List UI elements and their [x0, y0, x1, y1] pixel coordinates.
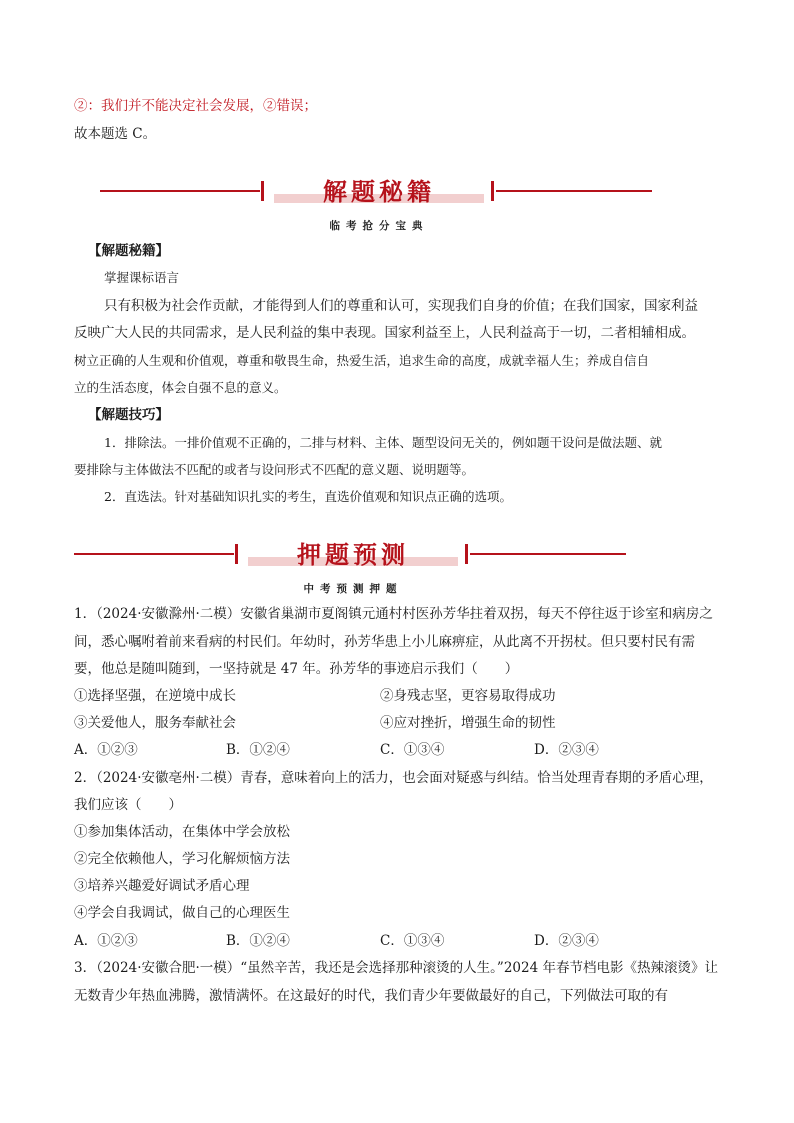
q3-line-1: 3．（2024·安徽合肥·一模）“虽然辛苦，我还是会选择那种滚烫的人生。”2024 年春节档电影《热辣滚烫》让 — [74, 960, 718, 976]
secrets-heading: 【解题秘籍】 — [88, 243, 169, 259]
q2-line-1: 2．（2024·安徽亳州·二模）青春，意味着向上的活力，也会面对疑惑与纠结。恰当处理青春期的矛盾心理， — [74, 770, 713, 786]
q1-line-3: 要，他总是随叫随到，一坚持就是 47 年。孙芳华的事迹启示我们（ ） — [74, 661, 519, 677]
tips-heading: 【解题技巧】 — [88, 407, 169, 423]
tip-2: 2．直选法。针对基础知识扎实的考生，直选价值观和知识点正确的选项。 — [104, 489, 512, 504]
q1-choice-d[interactable]: D．②③④ — [534, 742, 599, 758]
secrets-para-line-4: 立的生活态度，体会自强不息的意义。 — [74, 380, 287, 395]
intro-line-2: 故本题选 C。 — [74, 126, 157, 142]
predict-banner — [74, 535, 626, 575]
q1-option-4: ④应对挫折，增强生命的韧性 — [380, 715, 556, 731]
q1-line-1: 1．（2024·安徽滁州·二模）安徽省巢湖市夏阁镇元通村村医孙芳华拄着双拐，每天不停往返于诊室和病房之 — [74, 606, 713, 622]
q2-option-4: ④学会自我调试，做自己的心理医生 — [74, 905, 290, 921]
banner-tick-left — [261, 181, 264, 201]
q1-option-2: ②身残志坚，更容易取得成功 — [380, 688, 556, 704]
q1-option-3: ③关爱他人，服务奉献社会 — [74, 715, 236, 731]
q2-choice-b[interactable]: B．①②④ — [226, 933, 290, 949]
q3-line-2: 无数青少年热血沸腾，激情满怀。在这最好的时代，我们青少年要做最好的自己，下列做法可取的有 — [74, 988, 668, 1004]
q1-choice-b[interactable]: B．①②④ — [226, 742, 290, 758]
secrets-para-line-1: 只有积极为社会作贡献，才能得到人们的尊重和认可，实现我们自身的价值；在我们国家，国家利益 — [104, 298, 698, 314]
tip-1-line-2: 要排除与主体做法不匹配的或者与设问形式不匹配的意义题、说明题等。 — [74, 462, 475, 477]
q2-line-2: 我们应该（ ） — [74, 797, 182, 813]
banner-rule-left — [74, 553, 234, 555]
q2-option-2: ②完全依赖他人，学习化解烦恼方法 — [74, 851, 290, 867]
q2-choice-d[interactable]: D．②③④ — [534, 933, 599, 949]
banner-tick-left — [235, 544, 238, 564]
tip-1-line-1: 1．排除法。一排价值观不正确的，二排与材料、主体、题型设问无关的，例如题干设问是做法题、就 — [104, 435, 662, 450]
q1-choice-a[interactable]: A．①②③ — [74, 742, 138, 758]
banner-tick-right — [465, 544, 468, 564]
banner-rule-right — [470, 553, 626, 555]
q1-choice-c[interactable]: C．①③④ — [380, 742, 445, 758]
q2-choice-a[interactable]: A．①②③ — [74, 933, 138, 949]
secrets-banner — [100, 172, 652, 212]
q2-option-3: ③培养兴趣爱好调试矛盾心理 — [74, 878, 250, 894]
q2-choice-c[interactable]: C．①③④ — [380, 933, 445, 949]
predict-banner-title: 押题预测 — [297, 541, 409, 569]
banner-rule-left — [100, 190, 260, 192]
secrets-banner-title: 解题秘籍 — [323, 178, 435, 206]
secrets-banner-subtitle: 临考抢分宝典 — [329, 220, 429, 232]
secrets-label: 掌握课标语言 — [104, 270, 180, 285]
q1-line-2: 间，悉心嘱咐着前来看病的村民们。年幼时，孙芳华患上小儿麻痹症，从此离不开拐杖。但只要村民有需 — [74, 634, 695, 650]
q1-option-1: ①选择坚强，在逆境中成长 — [74, 688, 236, 704]
secrets-para-line-2: 反映广大人民的共同需求，是人民利益的集中表现。国家利益至上，人民利益高于一切，二者相辅相成。 — [74, 325, 695, 341]
secrets-para-line-3: 树立正确的人生观和价值观，尊重和敬畏生命，热爱生活，追求生命的高度，成就幸福人生；养成自信自 — [74, 353, 650, 368]
intro-line-1: ②：我们并不能决定社会发展，②错误； — [74, 98, 317, 114]
banner-tick-right — [491, 181, 494, 201]
banner-rule-right — [496, 190, 652, 192]
q2-option-1: ①参加集体活动，在集体中学会放松 — [74, 824, 290, 840]
predict-banner-subtitle: 中考预测押题 — [303, 583, 403, 595]
